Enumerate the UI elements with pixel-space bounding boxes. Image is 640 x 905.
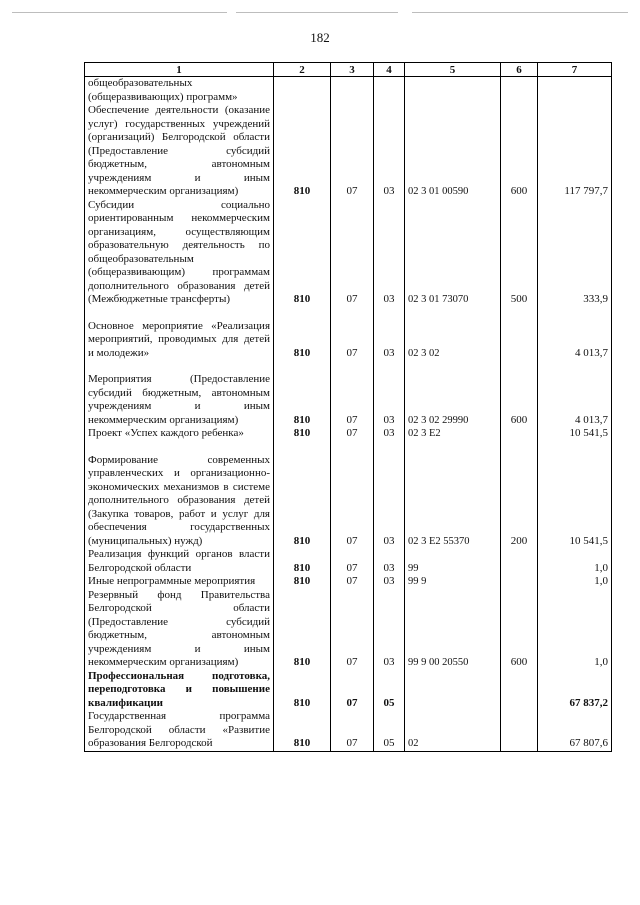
expense-type-cell [501, 441, 538, 454]
expense-type-cell [501, 427, 538, 441]
section-code-cell [331, 307, 374, 320]
subsection-code-cell: 03 [374, 320, 405, 361]
table-row [85, 373, 612, 427]
admin-code-cell: 810 [274, 548, 331, 575]
section-code-cell [331, 441, 374, 454]
row-name-cell [85, 360, 274, 373]
section-code-cell: 07 [331, 670, 374, 711]
subsection-code-cell: 03 [374, 199, 405, 307]
col-header-7: 7 [538, 63, 612, 77]
row-name-cell: Профессиональная подготовка, переподготовка и повышение квалификации [85, 670, 274, 711]
amount-cell: 10 541,5 [538, 454, 612, 549]
target-article-cell: 02 [405, 710, 501, 751]
target-article-cell: 02 3 E2 [405, 427, 501, 441]
amount-cell [538, 307, 612, 320]
row-name-cell: Основное мероприятие «Реализация мероприятий, проводимых для детей и молодежи» [85, 320, 274, 361]
expense-type-cell [501, 575, 538, 589]
expense-type-cell [501, 307, 538, 320]
expense-type-cell [501, 710, 538, 751]
admin-code-cell [274, 307, 331, 320]
table-row [85, 454, 612, 549]
expense-type-cell [501, 77, 538, 105]
admin-code-cell: 810 [274, 670, 331, 711]
subsection-code-cell: 03 [374, 373, 405, 427]
row-name-cell: Реализация функций органов власти Белгородской области [85, 548, 274, 575]
expense-type-cell [501, 548, 538, 575]
subsection-code-cell [374, 441, 405, 454]
admin-code-cell: 810 [274, 589, 331, 670]
subsection-code-cell [374, 307, 405, 320]
amount-cell [538, 77, 612, 105]
header-row [85, 63, 612, 77]
table-row [85, 360, 612, 373]
table-row [85, 77, 612, 105]
amount-cell [538, 441, 612, 454]
admin-code-cell: 810 [274, 373, 331, 427]
subsection-code-cell: 03 [374, 589, 405, 670]
row-name-cell: Субсидии социально ориентированным некоммерческим организациям, осуществляющим образовательную деятельность по общеобразовательным (общеразвивающим) программам дополнительного образования детей (Межбюджетные трансферты) [85, 199, 274, 307]
table-row [85, 104, 612, 199]
col-header-5: 5 [405, 63, 501, 77]
row-name-cell: Иные непрограммные мероприятия [85, 575, 274, 589]
admin-code-cell: 810 [274, 710, 331, 751]
table-row [85, 441, 612, 454]
row-name-cell: Резервный фонд Правительства Белгородской области (Предоставление субсидий бюджетным, автономным учреждениям и иным некоммерческим организациям) [85, 589, 274, 670]
section-code-cell: 07 [331, 454, 374, 549]
row-name-cell: Формирование современных управленческих и организационно-экономических механизмов в системе дополнительного образования детей (Закупка товаров, работ и услуг для обеспечения государственных (муниципальных) нужд) [85, 454, 274, 549]
admin-code-cell: 810 [274, 104, 331, 199]
expense-type-cell: 200 [501, 454, 538, 549]
table-row [85, 589, 612, 670]
target-article-cell [405, 670, 501, 711]
table-row [85, 427, 612, 441]
page-number: 182 [310, 30, 330, 45]
target-article-cell: 02 3 02 29990 [405, 373, 501, 427]
subsection-code-cell: 05 [374, 710, 405, 751]
section-code-cell [331, 77, 374, 105]
admin-code-cell [274, 77, 331, 105]
expense-type-cell: 600 [501, 373, 538, 427]
admin-code-cell: 810 [274, 454, 331, 549]
target-article-cell: 02 3 02 [405, 320, 501, 361]
target-article-cell [405, 307, 501, 320]
top-rule-left [12, 12, 227, 13]
row-name-cell [85, 441, 274, 454]
section-code-cell: 07 [331, 199, 374, 307]
amount-cell: 1,0 [538, 589, 612, 670]
expense-type-cell [501, 320, 538, 361]
amount-cell: 4 013,7 [538, 373, 612, 427]
expense-type-cell [501, 360, 538, 373]
top-rule-right [412, 12, 628, 13]
table-row [85, 575, 612, 589]
col-header-1: 1 [85, 63, 274, 77]
admin-code-cell: 810 [274, 575, 331, 589]
admin-code-cell: 810 [274, 320, 331, 361]
target-article-cell: 99 9 00 20550 [405, 589, 501, 670]
table-row [85, 199, 612, 307]
amount-cell: 67 837,2 [538, 670, 612, 711]
col-header-3: 3 [331, 63, 374, 77]
amount-cell: 4 013,7 [538, 320, 612, 361]
admin-code-cell: 810 [274, 199, 331, 307]
subsection-code-cell: 03 [374, 575, 405, 589]
subsection-code-cell [374, 77, 405, 105]
section-code-cell: 07 [331, 589, 374, 670]
top-rule-center [236, 12, 398, 13]
amount-cell: 1,0 [538, 548, 612, 575]
table-header [85, 63, 612, 77]
amount-cell: 67 807,6 [538, 710, 612, 751]
table-row [85, 548, 612, 575]
col-header-2: 2 [274, 63, 331, 77]
section-code-cell: 07 [331, 320, 374, 361]
section-code-cell [331, 360, 374, 373]
table-row [85, 710, 612, 751]
row-name-cell: Государственная программа Белгородской области «Развитие образования Белгородской [85, 710, 274, 751]
section-code-cell: 07 [331, 104, 374, 199]
target-article-cell: 02 3 E2 55370 [405, 454, 501, 549]
target-article-cell: 99 [405, 548, 501, 575]
subsection-code-cell: 03 [374, 454, 405, 549]
target-article-cell [405, 360, 501, 373]
admin-code-cell [274, 360, 331, 373]
row-name-cell: Мероприятия (Предоставление субсидий бюджетным, автономным учреждениям и иным некоммерческим организациям) [85, 373, 274, 427]
section-code-cell: 07 [331, 548, 374, 575]
col-header-4: 4 [374, 63, 405, 77]
row-name-cell: Проект «Успех каждого ребенка» [85, 427, 274, 441]
amount-cell: 10 541,5 [538, 427, 612, 441]
section-code-cell: 07 [331, 710, 374, 751]
col-header-6: 6 [501, 63, 538, 77]
amount-cell: 1,0 [538, 575, 612, 589]
admin-code-cell [274, 441, 331, 454]
expense-type-cell: 600 [501, 104, 538, 199]
expense-type-cell [501, 670, 538, 711]
table-row [85, 320, 612, 361]
target-article-cell: 02 3 01 00590 [405, 104, 501, 199]
target-article-cell [405, 441, 501, 454]
target-article-cell [405, 77, 501, 105]
subsection-code-cell: 03 [374, 427, 405, 441]
expense-type-cell: 600 [501, 589, 538, 670]
amount-cell: 333,9 [538, 199, 612, 307]
table-row [85, 670, 612, 711]
row-name-cell: Обеспечение деятельности (оказание услуг) государственных учреждений (организаций) Белгородской области (Предоставление субсидий бюджетным, автономным учреждениям и иным некоммерческим организациям) [85, 104, 274, 199]
section-code-cell: 07 [331, 575, 374, 589]
admin-code-cell: 810 [274, 427, 331, 441]
subsection-code-cell: 03 [374, 104, 405, 199]
section-code-cell: 07 [331, 427, 374, 441]
subsection-code-cell: 03 [374, 548, 405, 575]
table-row [85, 307, 612, 320]
target-article-cell: 02 3 01 73070 [405, 199, 501, 307]
budget-table [84, 62, 612, 752]
target-article-cell: 99 9 [405, 575, 501, 589]
subsection-code-cell: 05 [374, 670, 405, 711]
amount-cell: 117 797,7 [538, 104, 612, 199]
row-name-cell: общеобразовательных (общеразвивающих) программ» [85, 77, 274, 105]
row-name-cell [85, 307, 274, 320]
expense-type-cell: 500 [501, 199, 538, 307]
table-body [85, 77, 612, 752]
amount-cell [538, 360, 612, 373]
section-code-cell: 07 [331, 373, 374, 427]
subsection-code-cell [374, 360, 405, 373]
